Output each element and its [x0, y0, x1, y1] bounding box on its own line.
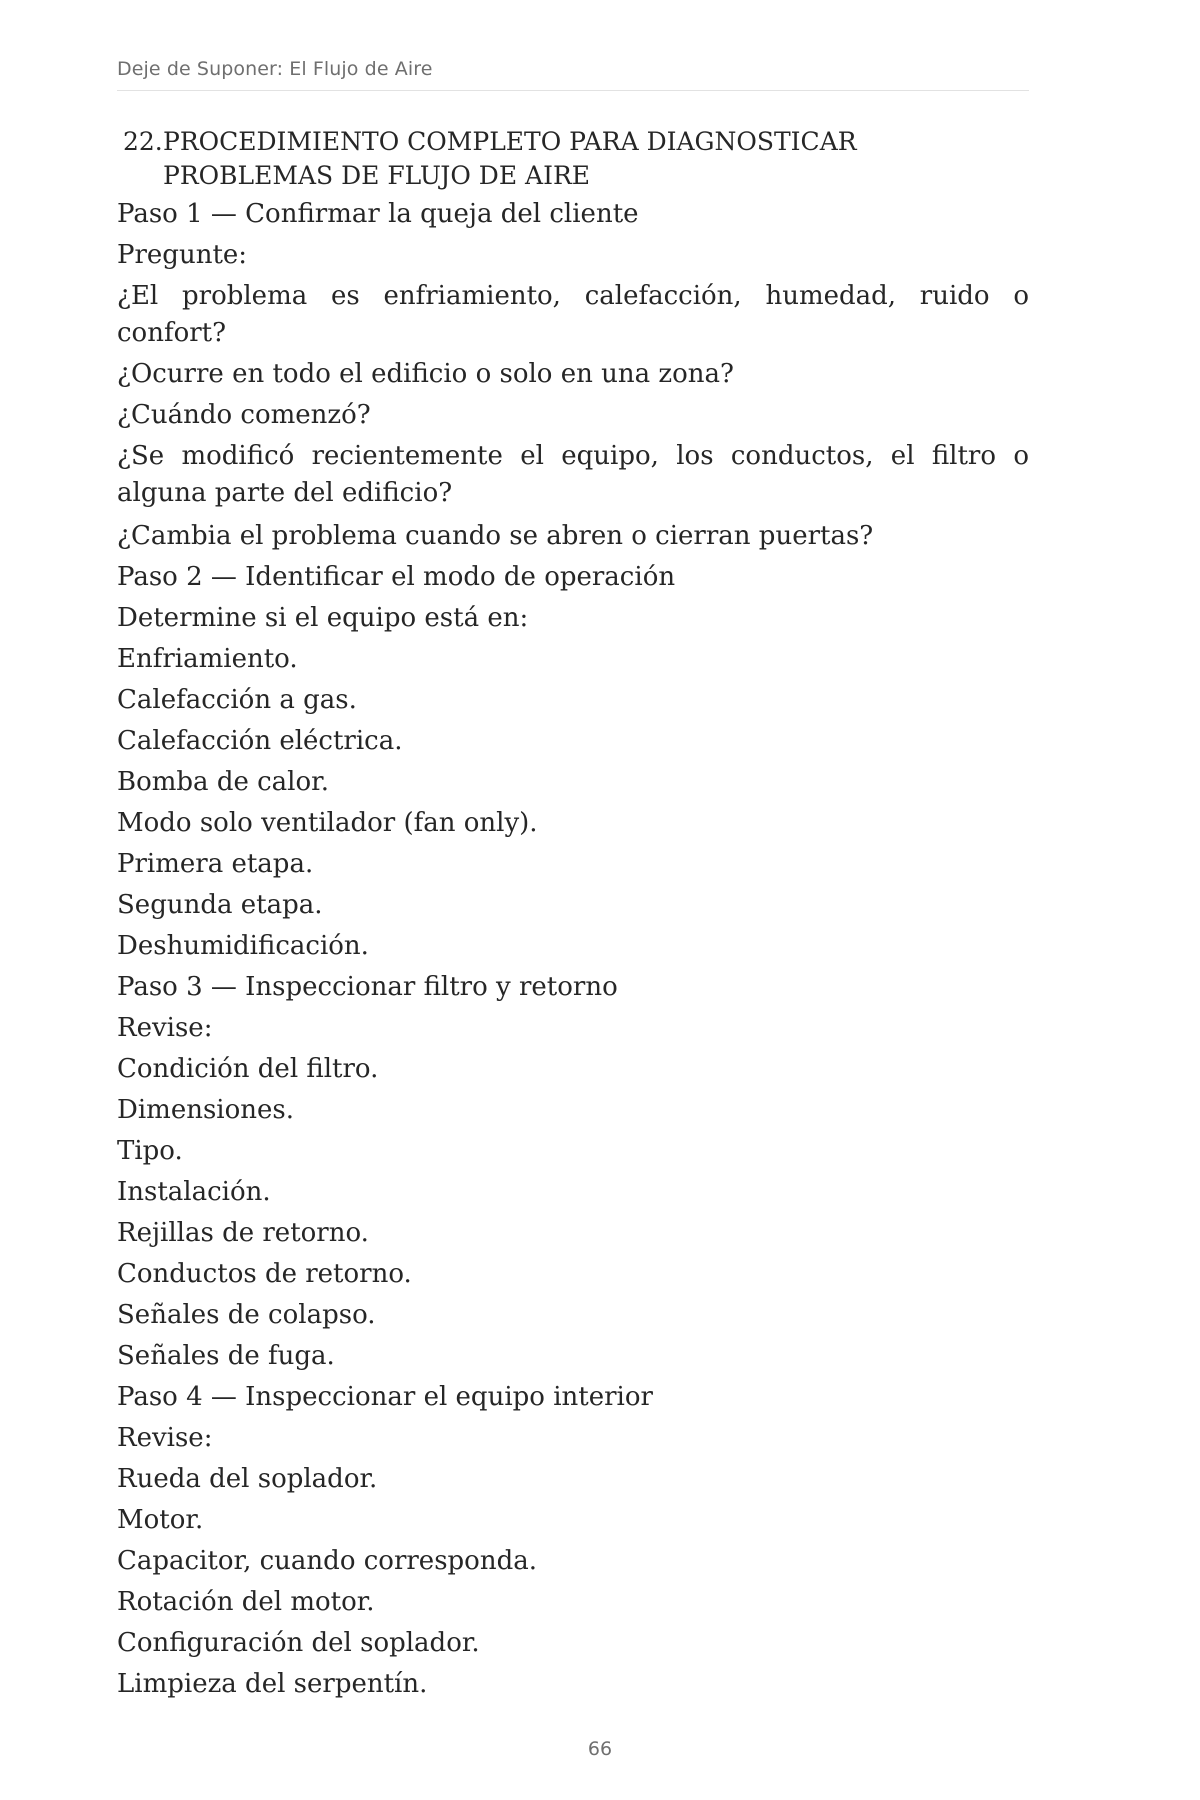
list-item: Motor. — [117, 1505, 204, 1535]
page-number: 66 — [587, 1738, 613, 1760]
step-heading: Paso 1 — Confirmar la queja del cliente — [117, 199, 639, 229]
question-line: ¿Cambia el problema cuando se abren o cierran puertas? — [117, 521, 874, 551]
list-item: Modo solo ventilador (fan only). — [117, 808, 538, 838]
list-item: Calefacción eléctrica. — [117, 726, 403, 756]
list-item: Rueda del soplador. — [117, 1464, 378, 1494]
section-number: 22. — [123, 127, 163, 156]
question-line: ¿Ocurre en todo el edificio o solo en una zona? — [117, 359, 734, 389]
list-item: Primera etapa. — [117, 849, 314, 879]
list-item: Condición del filtro. — [117, 1054, 379, 1084]
question-line: ¿Cuándo comenzó? — [117, 400, 371, 430]
page-body — [117, 125, 1029, 1707]
list-item: Señales de colapso. — [117, 1300, 376, 1330]
list-item: Deshumidificación. — [117, 931, 369, 961]
list-item: Capacitor, cuando corresponda. — [117, 1546, 537, 1576]
list-item: Configuración del soplador. — [117, 1628, 480, 1658]
step-heading: Paso 3 — Inspeccionar filtro y retorno — [117, 972, 618, 1002]
paragraph-line: Pregunte: — [117, 240, 248, 270]
list-item: Limpieza del serpentín. — [117, 1669, 428, 1699]
section-title: PROCEDIMIENTO COMPLETO PARA DIAGNOSTICAR PROBLEMAS DE FLUJO DE AIRE — [163, 127, 857, 190]
step-heading: Paso 2 — Identificar el modo de operación — [117, 562, 676, 592]
paragraph-line: Determine si el equipo está en: — [117, 603, 529, 633]
list-item: Rotación del motor. — [117, 1587, 375, 1617]
section-heading — [117, 125, 1029, 193]
paragraph-line: Revise: — [117, 1423, 213, 1453]
list-item: Instalación. — [117, 1177, 271, 1207]
list-item: Bomba de calor. — [117, 767, 329, 797]
list-item: Tipo. — [117, 1136, 183, 1166]
list-item: Enfriamiento. — [117, 644, 298, 674]
question-line: ¿El problema es enfriamiento, calefacción, humedad, ruido o confort? — [117, 281, 1029, 348]
paragraph-line: Revise: — [117, 1013, 213, 1043]
step-heading: Paso 4 — Inspeccionar el equipo interior — [117, 1382, 653, 1412]
question-line: ¿Se modificó recientemente el equipo, los conductos, el filtro o alguna parte del edificio? — [117, 441, 1029, 508]
list-item: Rejillas de retorno. — [117, 1218, 369, 1248]
header-divider — [117, 90, 1029, 91]
list-item: Calefacción a gas. — [117, 685, 357, 715]
running-header: Deje de Suponer: El Flujo de Aire — [117, 58, 433, 80]
list-item: Segunda etapa. — [117, 890, 323, 920]
list-item: Señales de fuga. — [117, 1341, 335, 1371]
list-item: Conductos de retorno. — [117, 1259, 412, 1289]
list-item: Dimensiones. — [117, 1095, 294, 1125]
